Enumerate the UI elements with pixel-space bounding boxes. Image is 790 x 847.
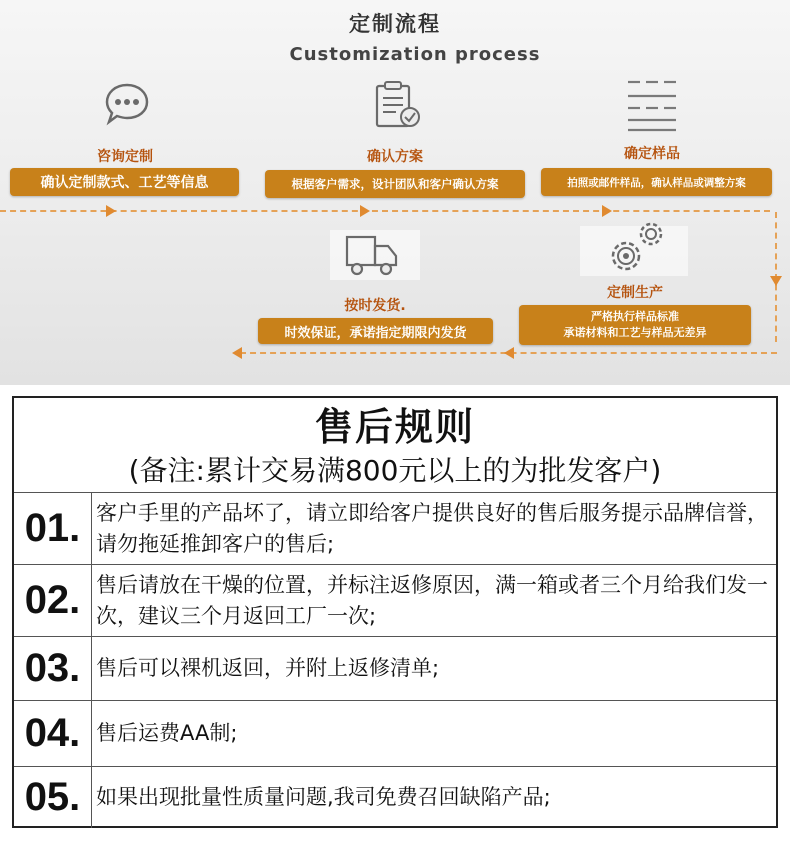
step-3-title: 确定样品 [624, 146, 680, 162]
step-3-desc [541, 168, 772, 196]
step-5-desc-text: 时效保证，承诺指定期限内发货 [284, 325, 467, 341]
step-1-desc [10, 168, 239, 196]
step-5-desc [258, 318, 493, 344]
step-3-desc-text: 拍照或邮件样品，确认样品或调整方案 [567, 176, 746, 189]
step-4-desc-line1: 严格执行样品标准 [591, 310, 679, 323]
rule-row [14, 564, 776, 636]
rules-title: 售后规则 [314, 405, 475, 449]
step-2-title: 确认方案 [367, 149, 423, 165]
step-2-desc-text: 根据客户需求，设计团队和客户确认方案 [291, 177, 499, 191]
flow-arrow-6 [232, 347, 242, 359]
rule-row [14, 636, 776, 700]
step-1-title: 咨询定制 [97, 149, 153, 165]
step-4-title: 定制生产 [607, 285, 663, 301]
step-1-desc-text: 确认定制款式、工艺等信息 [40, 175, 209, 191]
rule-number: 01. [14, 493, 92, 564]
step-5-title: 按时发货. [344, 298, 406, 314]
step-4-desc-line2: 承诺材料和工艺与样品无差异 [563, 326, 707, 339]
delivery-truck-icon [344, 232, 400, 282]
flow-arrow-5 [504, 347, 514, 359]
rules-note: (备注:累计交易满800元以上的为批发客户) [128, 454, 662, 487]
flow-arrow-3 [602, 205, 612, 217]
clipboard-check-icon [372, 80, 424, 136]
rule-text: 售后运费AA制; [96, 721, 238, 745]
rule-number: 05. [14, 767, 92, 828]
flow-arrow-2 [360, 205, 370, 217]
process-title: 定制流程 [349, 12, 441, 36]
rule-row [14, 766, 776, 828]
chat-bubble-icon [104, 82, 150, 130]
rule-number: 02. [14, 565, 92, 636]
step-4-desc [519, 305, 751, 345]
rule-text: 如果出现批量性质量问题,我司免费召回缺陷产品; [96, 785, 551, 809]
flow-arrow-1 [106, 205, 116, 217]
rule-row [14, 700, 776, 766]
after-sales-rules-table [12, 396, 778, 828]
rule-number: 04. [14, 701, 92, 766]
lines-list-icon [626, 78, 678, 136]
gears-icon [604, 220, 668, 282]
flow-arrow-4 [770, 276, 782, 286]
rule-text: 售后请放在干燥的位置，并标注返修原因，满一箱或者三个月给我们发一次，建议三个月返回工厂一次; [96, 572, 768, 628]
step-2-desc [265, 170, 525, 198]
customization-process-banner [0, 0, 790, 385]
process-subtitle: Customization process [289, 44, 541, 65]
rule-text: 售后可以裸机返回，并附上返修清单; [96, 656, 440, 680]
rule-text: 客户手里的产品坏了，请立即给客户提供良好的售后服务提示品牌信誉，请勿拖延推卸客户的售后; [96, 500, 768, 556]
rule-number: 03. [14, 637, 92, 700]
rule-row [14, 492, 776, 564]
